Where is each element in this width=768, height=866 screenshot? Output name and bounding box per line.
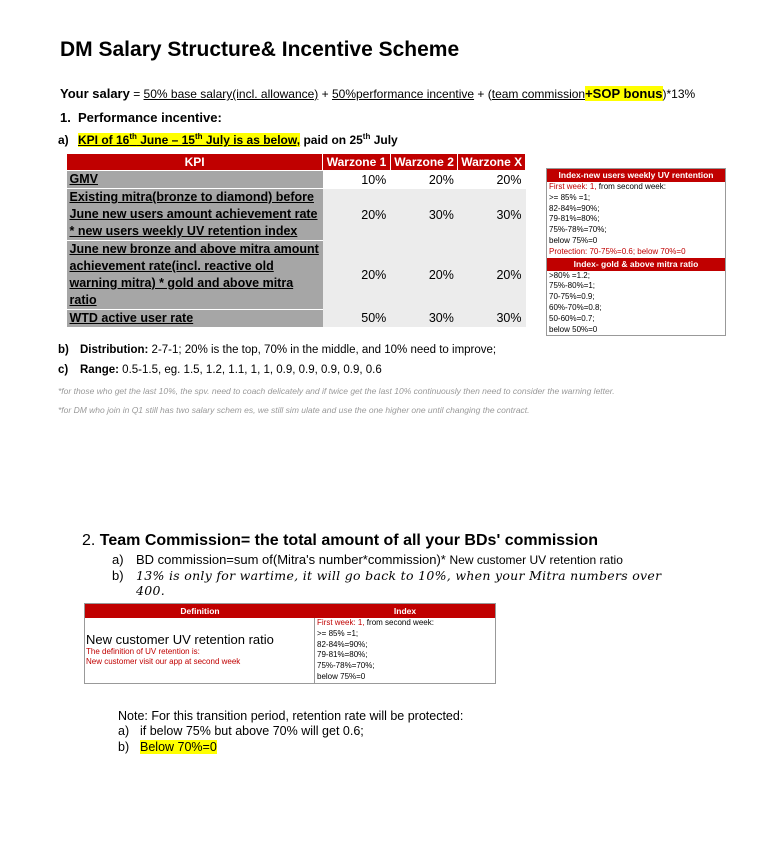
- kpi-period-mid: June – 15: [136, 133, 195, 147]
- kpi-value: 50%: [323, 310, 391, 328]
- kpi-name: June new bronze and above mitra amount achievement rate(incl. reactive old warning mitra) * gold and above mitra ratio: [67, 241, 323, 310]
- item-a-label: a): [58, 133, 69, 147]
- section1-title: Performance incentive:: [78, 110, 222, 125]
- first-week-line: [315, 618, 434, 629]
- warzone2-header: Warzone 2: [390, 154, 458, 171]
- protection-line: Protection: 70-75%=0.6; below 70%=0: [549, 246, 686, 256]
- list-item: >= 85% =1;: [317, 628, 359, 638]
- table-row: [67, 171, 526, 189]
- list-item: 79-81%=80%;: [317, 650, 368, 660]
- index-side-box: [546, 168, 726, 336]
- bd-commission-formula: BD commission=sum of(Mitra's number*commission)*: [136, 552, 450, 567]
- list-item: 75%-80%=1;: [549, 281, 596, 291]
- kpi-value: 20%: [458, 241, 526, 310]
- kpi-value: 30%: [390, 189, 458, 241]
- first-week-line: [547, 182, 725, 193]
- wartime-line: [112, 568, 661, 583]
- definition-table: [84, 603, 496, 684]
- definition-cell: [85, 618, 315, 683]
- page-title: DM Salary Structure& Incentive Scheme: [60, 38, 460, 61]
- bd-commission-ratio: New customer UV retention ratio: [449, 553, 623, 567]
- salary-plus: +: [318, 87, 332, 101]
- distribution-text: 2-7-1; 20% is the top, 70% in the middle, and 10% need to improve;: [148, 344, 497, 356]
- note-b-text: Below 70%=0: [140, 740, 217, 754]
- note-a-text: if below 75% but above 70% will get 0.6;: [140, 724, 364, 738]
- bd-commission-line: [112, 552, 623, 567]
- table-row: [67, 310, 526, 328]
- section1-heading: [60, 110, 222, 125]
- kpi-value: 30%: [458, 310, 526, 328]
- list-item: 50-60%=0.7;: [549, 313, 595, 323]
- wartime-note: 13% is only for wartime, it will go back to 10%, when your Mitra numbers over: [136, 568, 662, 583]
- range-text: 0.5-1.5, eg. 1.5, 1.2, 1.1, 1, 1, 0.9, 0.9, 0.9, 0.9, 0.6: [118, 364, 382, 376]
- list-item: below 75%=0: [549, 235, 598, 245]
- index-cell: [315, 618, 434, 683]
- range-line: [58, 364, 382, 376]
- distribution-line: [58, 344, 496, 356]
- kpi-period-end: July is as below,: [202, 133, 301, 147]
- salary-plus-paren: + (: [474, 87, 492, 101]
- wartime-note-cont: 400.: [136, 583, 166, 598]
- section2-heading: [82, 532, 598, 550]
- warzone1-header: Warzone 1: [323, 154, 391, 171]
- kpi-value: 10%: [323, 171, 391, 189]
- kpi-name: GMV: [67, 171, 323, 189]
- definition-text: New customer visit our app at second week: [86, 657, 241, 666]
- salary-formula: [60, 86, 695, 101]
- list-item: below 50%=0: [549, 324, 598, 334]
- section2-number: 2.: [82, 532, 96, 549]
- list-item: 75%-78%=70%;: [549, 225, 607, 235]
- item-c-label: c): [58, 364, 69, 376]
- kpi-value: 30%: [390, 310, 458, 328]
- footnote: *for those who get the last 10%, the spv. need to coach delicately and if twice get the last 10% continuously then need to consider the warning letter.: [58, 386, 615, 396]
- definition-text: The definition of UV retention is:: [86, 647, 200, 656]
- list-item: below 75%=0: [317, 671, 366, 681]
- gold-ratio-header: Index- gold & above mitra ratio: [547, 258, 725, 271]
- list-item: 75%-78%=70%;: [317, 661, 375, 671]
- warzonex-header: Warzone X: [458, 154, 526, 171]
- ordinal-sup: th: [362, 132, 371, 141]
- ordinal-sup: th: [194, 132, 203, 141]
- note-item-a: [118, 724, 364, 738]
- salary-performance: 50%performance incentive: [331, 87, 475, 101]
- first-week-rest: from second week:: [364, 618, 434, 627]
- definition-header: Definition: [180, 606, 220, 616]
- salary-eq: =: [129, 87, 144, 101]
- kpi-period-start: KPI of 16: [78, 133, 130, 147]
- item-b-label: b): [112, 568, 124, 583]
- kpi-header-row: [67, 154, 526, 171]
- definition-name: New customer UV retention ratio: [86, 632, 274, 647]
- list-item: 82-84%=90%;: [549, 203, 600, 213]
- definition-header-row: [85, 604, 495, 618]
- footnote: *for DM who join in Q1 still has two salary schem es, we still sim ulate and use the one higher one until changing the contract.: [58, 405, 530, 415]
- list-item: 70-75%=0.9;: [549, 292, 595, 302]
- kpi-table: [66, 153, 526, 327]
- note-item-b: [118, 740, 217, 754]
- section2-title: Team Commission= the total amount of all your BDs' commission: [95, 532, 599, 549]
- uv-retention-header: Index-new users weekly UV rentention: [547, 169, 725, 182]
- kpi-value: 20%: [458, 171, 526, 189]
- kpi-period-highlight: [78, 133, 300, 147]
- salary-base: 50% base salary(incl. allowance): [143, 87, 319, 101]
- kpi-value: 20%: [323, 241, 391, 310]
- table-row: [67, 189, 526, 241]
- first-week-red: First week: 1,: [549, 182, 597, 191]
- kpi-period-line: [58, 132, 398, 147]
- list-item: >= 85% =1;: [549, 192, 591, 202]
- paid-on-month: July: [370, 133, 398, 147]
- range-title: Range:: [80, 364, 119, 376]
- list-item: 79-81%=80%;: [549, 214, 600, 224]
- paid-on-text: paid on 25: [300, 133, 363, 147]
- salary-label: Your salary: [60, 86, 130, 101]
- kpi-name: WTD active user rate: [67, 310, 323, 328]
- kpi-value: 20%: [390, 171, 458, 189]
- note-title: Note: For this transition period, retention rate will be protected:: [118, 709, 464, 723]
- distribution-title: Distribution:: [80, 344, 149, 356]
- item-b-label: b): [118, 740, 130, 754]
- salary-multiplier: )*13%: [662, 87, 696, 101]
- section1-number: 1.: [60, 110, 71, 125]
- kpi-value: 20%: [390, 241, 458, 310]
- list-item: 82-84%=90%;: [317, 639, 368, 649]
- ordinal-sup: th: [129, 132, 137, 141]
- first-week-red: First week: 1,: [317, 618, 365, 627]
- item-b-label: b): [58, 344, 69, 356]
- kpi-value: 30%: [458, 189, 526, 241]
- kpi-header: KPI: [67, 154, 323, 171]
- list-item: >80% =1.2;: [549, 270, 590, 280]
- item-a-label: a): [112, 552, 124, 567]
- list-item: 60%-70%=0.8;: [549, 302, 602, 312]
- definition-body: [85, 618, 495, 683]
- salary-sop-bonus: +SOP bonus: [585, 86, 663, 101]
- first-week-rest: from second week:: [596, 182, 666, 191]
- index-header: Index: [393, 606, 417, 616]
- table-row: [67, 241, 526, 310]
- kpi-value: 20%: [323, 189, 391, 241]
- kpi-name: Existing mitra(bronze to diamond) before June new users amount achievement rate * new users weekly UV retention index: [67, 189, 323, 241]
- item-a-label: a): [118, 724, 130, 738]
- salary-team-commission: team commission: [491, 87, 586, 101]
